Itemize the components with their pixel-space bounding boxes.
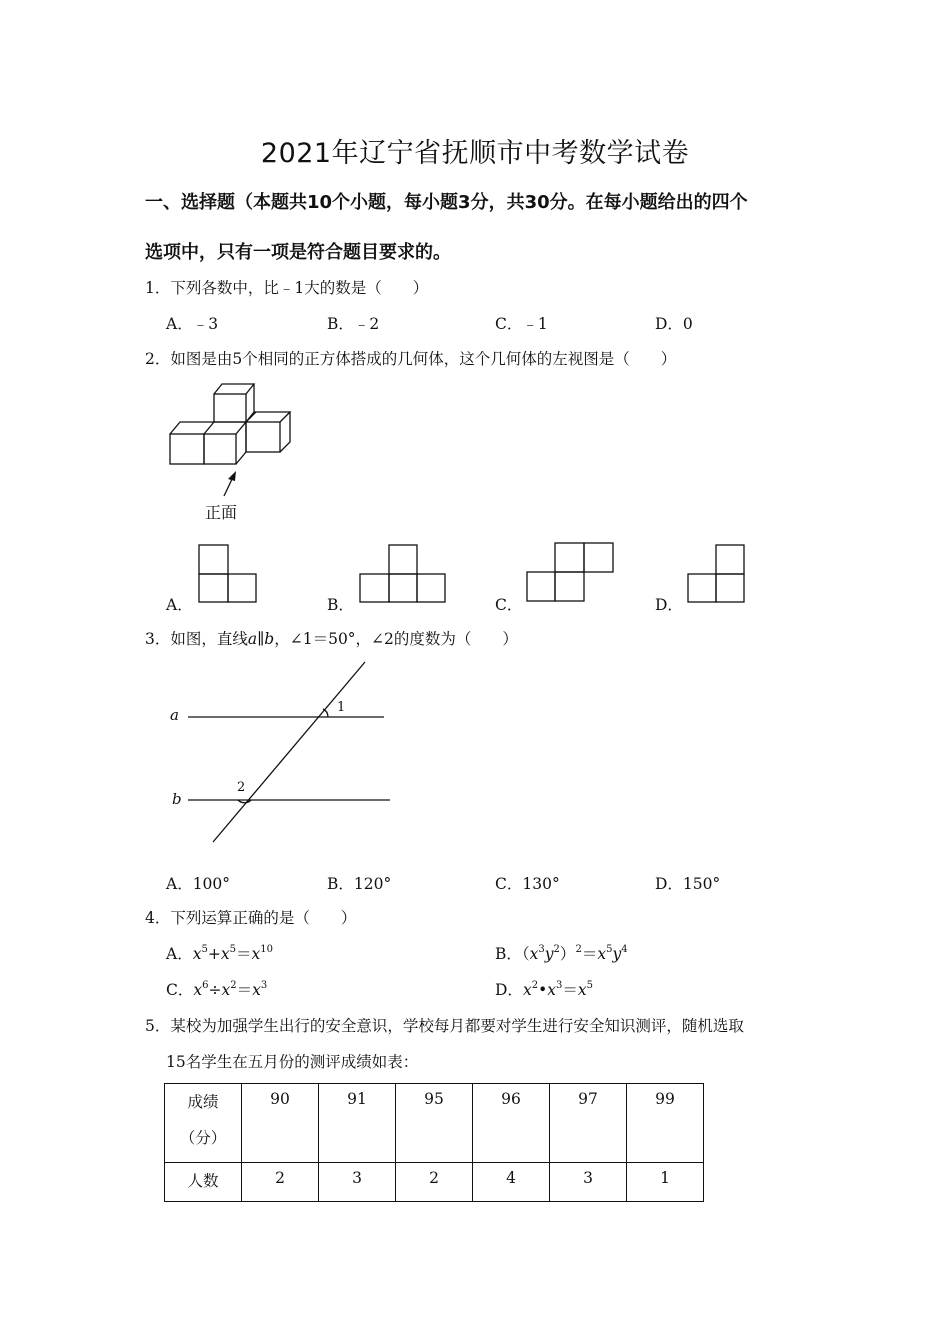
q1-option-b: B．﹣2 [327,315,380,333]
q3-option-d: D．150° [655,875,721,893]
q1-option-a: A．﹣3 [166,315,219,333]
fig-angle-1: 1 [337,700,346,715]
q4-option-c: C．$x^6\div x^2=x^3$ [166,980,268,999]
question-4-stem: 4．下列运算正确的是（ ） [145,909,357,927]
header-label-unit: （分） [179,1129,227,1147]
count-label-cell: 人数 [165,1163,242,1202]
count-cell: 1 [627,1163,704,1202]
score-cell: 99 [627,1084,704,1163]
score-cell: 95 [396,1084,473,1163]
q2-option-c-figure [526,542,616,604]
question-2-stem: 2．如图是由5个相同的正方体搭成的几何体，这个几何体的左视图是（ ） [145,350,677,368]
table-row [165,1084,704,1163]
score-cell: 90 [242,1084,319,1163]
score-table [164,1083,704,1202]
score-cell: 97 [550,1084,627,1163]
q3-option-a: A．100° [166,875,231,893]
section-heading-line2: 选项中，只有一项是符合题目要求的。 [145,242,451,263]
question-5-stem-line2: 15名学生在五月份的测评成绩如表： [166,1053,419,1071]
q2-option-b-figure [359,543,447,603]
fig-label-a: a [170,706,179,724]
header-cell [165,1084,242,1163]
q1-option-d: D．0 [655,315,693,333]
q2-option-c-label: C． [495,596,523,614]
header-label-score: 成绩 [187,1093,219,1111]
question-1-stem: 1．下列各数中，比﹣1大的数是（ ） [145,279,429,297]
question-5-stem-line1: 5．某校为加强学生出行的安全意识，学校每月都要对学生进行安全知识测评，随机选取 [145,1017,744,1035]
q3-parallel-lines-figure [160,660,400,850]
transversal [213,662,365,842]
front-face-label: 正面 [205,503,238,522]
q2-cube-figure [160,378,310,498]
count-cell: 2 [396,1163,473,1202]
var-b: b [264,630,275,648]
count-cell: 2 [242,1163,319,1202]
q2-option-b-label: B． [327,596,354,614]
score-cell: 96 [473,1084,550,1163]
q4-option-d: D．$x^2•x^3=x^5$ [495,980,593,999]
q2-option-d-label: D． [655,596,683,614]
table-row [165,1163,704,1202]
count-cell: 3 [319,1163,396,1202]
cube-top-front [214,394,246,422]
q2-option-d-figure [687,543,747,603]
fig-label-b: b [172,790,182,808]
q4-option-a: A．$x^5+x^5=x^{10}$ [166,944,273,963]
q1-option-c: C．﹣1 [495,315,548,333]
q2-option-a-label: A． [166,596,193,614]
q2-option-a-figure [198,543,258,603]
section-heading-line1: 一、选择题（本题共10个小题，每小题3分，共30分。在每小题给出的四个 [145,192,748,213]
page-title: 2021年辽宁省抚顺市中考数学试卷 [260,138,690,169]
count-cell: 4 [473,1163,550,1202]
cube-left-front [170,434,204,464]
q4-option-b: B．$(x^3y^2)^2=x^5y^4$ [495,944,628,963]
count-cell: 3 [550,1163,627,1202]
q3-option-c: C．130° [495,875,560,893]
cube-right-front [246,422,280,452]
var-a: a [247,630,258,648]
fig-angle-2: 2 [237,780,246,795]
question-3-stem: 3．如图，直线a∥b，∠1＝50°，∠2的度数为（ ） [145,630,518,648]
cube-mid-front [204,434,236,464]
q3-option-b: B．120° [327,875,392,893]
score-cell: 91 [319,1084,396,1163]
